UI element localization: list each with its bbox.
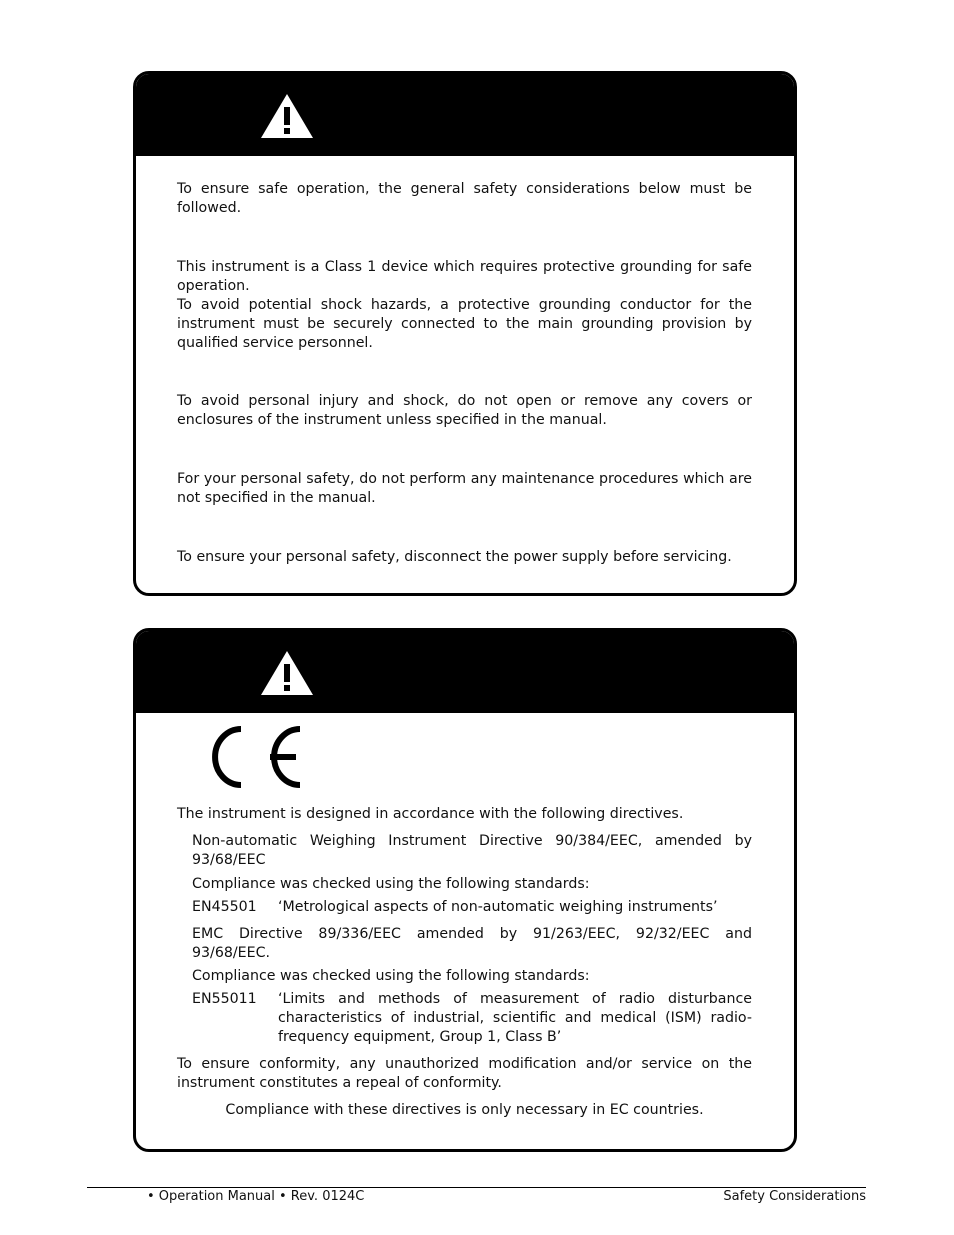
ce-conformity-panel (133, 628, 797, 1152)
standard-description: ‘Metrological aspects of non-automatic weighing instruments’ (278, 899, 718, 915)
warning-icon (259, 649, 315, 697)
footer-section-title: Safety Considerations (723, 1189, 866, 1204)
grounding-class-text: This instrument is a Class 1 device which requires protective grounding for safe operation. (177, 259, 752, 294)
standard-description: ‘Limits and methods of measurement of radio disturbance characteristics of industrial, scientific and medical (ISM) radio-frequency equipment, Group 1, Class B’ (278, 991, 752, 1045)
compliance-standards-text: Compliance was checked using the following standards: (192, 876, 590, 892)
grounding-conductor-text: To avoid potential shock hazards, a protective grounding conductor for the instrument must be securely connected to the main grounding provision by qualified service personnel. (177, 297, 752, 351)
weighing-directive-text: Non-automatic Weighing Instrument Directive 90/384/EEC, amended by 93/68/EEC (192, 833, 752, 868)
emc-directive-text: EMC Directive 89/336/EEC amended by 91/263/EEC, 92/32/EEC and 93/68/EEC. (192, 926, 752, 961)
maintenance-warning-text: For your personal safety, do not perform any maintenance procedures which are not specified in the manual. (177, 471, 752, 506)
panel-header-bar (136, 631, 794, 713)
conformity-note-text: To ensure conformity, any unauthorized modification and/or service on the instrument constitutes a repeal of conformity. (177, 1056, 752, 1091)
footer-divider (87, 1187, 866, 1188)
panel-header-bar (136, 74, 794, 156)
footer-manual-label: • Operation Manual • Rev. 0124C (147, 1189, 365, 1204)
ec-countries-note: Compliance with these directives is only necessary in EC countries. (225, 1102, 704, 1118)
general-safety-panel (133, 71, 797, 596)
warning-icon (259, 92, 315, 140)
safety-intro-text: To ensure safe operation, the general safety considerations below must be followed. (177, 181, 752, 216)
standard-code: EN55011 (192, 991, 257, 1007)
directives-intro-text: The instrument is designed in accordance with the following directives. (177, 806, 684, 822)
covers-warning-text: To avoid personal injury and shock, do not open or remove any covers or enclosures of the instrument unless specified in the manual. (177, 393, 752, 428)
ce-mark-icon (208, 719, 308, 795)
standard-code: EN45501 (192, 899, 257, 915)
power-disconnect-text: To ensure your personal safety, disconnect the power supply before servicing. (177, 549, 732, 565)
compliance-standards-text: Compliance was checked using the following standards: (192, 968, 590, 984)
